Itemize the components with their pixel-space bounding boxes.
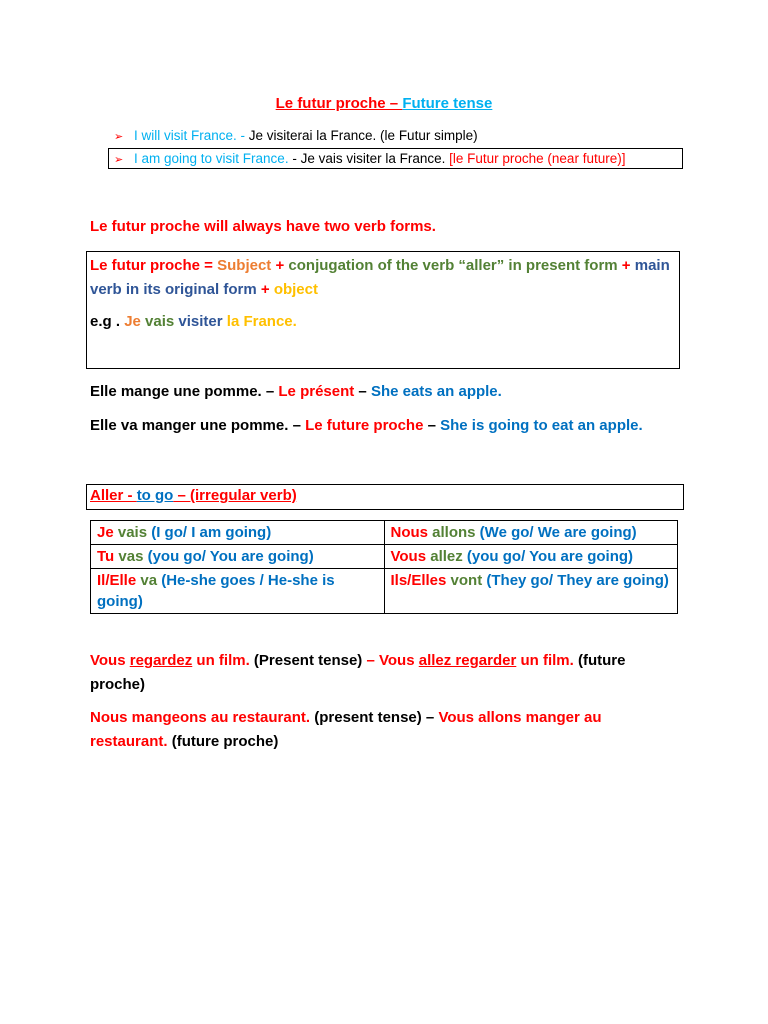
verb-form: vais	[113, 524, 148, 541]
title-english: Future tense	[402, 95, 493, 112]
translation: (They go/ They are going)	[482, 572, 669, 589]
table-cell	[384, 545, 678, 569]
example-french: Elle va manger une pomme. –	[90, 417, 306, 434]
text-segment: (future proche)	[90, 652, 626, 693]
table-cell	[384, 521, 678, 545]
text-segment: Vous	[90, 652, 130, 669]
example-nous-manger	[90, 706, 670, 754]
text-segment: Nous mangeons au restaurant.	[90, 709, 311, 726]
example-tense: Le future proche	[305, 417, 424, 434]
table-row	[91, 545, 678, 569]
aller-header	[90, 487, 297, 504]
rule-label: Le futur proche =	[90, 257, 218, 274]
example-dash: –	[423, 417, 441, 434]
bullet-english: I will visit France. -	[134, 128, 246, 143]
rule-conjugation: conjugation of the verb “aller” in present form	[288, 257, 618, 274]
bullet-item-futur-simple	[114, 128, 478, 143]
text-segment: – Vous	[366, 652, 419, 669]
rule-plus: +	[617, 257, 635, 274]
table-cell	[384, 569, 678, 614]
text-segment: (present tense) –	[310, 709, 439, 726]
bullet-french: Je visiterai la France. (le Futur simple)	[245, 128, 478, 143]
pronoun: Tu	[97, 548, 115, 565]
aller-type: – (irregular verb)	[173, 487, 297, 504]
aller-verb: Aller -	[90, 487, 137, 504]
table-row	[91, 569, 678, 614]
verb-form: va	[136, 572, 158, 589]
verb-form: allez	[426, 548, 463, 565]
text-segment: regardez	[129, 652, 193, 669]
bullet-item-futur-proche	[114, 151, 625, 166]
table-cell	[91, 521, 385, 545]
example-aller: vais	[140, 313, 175, 330]
pronoun: Vous	[390, 548, 427, 565]
conjugation-table	[90, 520, 678, 614]
text-segment: Vous allons manger au restaurant.	[90, 709, 602, 750]
example-present	[90, 383, 502, 400]
arrow-bullet-icon: ➢	[114, 131, 124, 143]
text-segment: un film.	[516, 652, 574, 669]
table-row	[91, 521, 678, 545]
rule-main-verb: main verb in its original form	[90, 257, 670, 298]
example-future	[90, 417, 643, 434]
pronoun: Il/Elle	[97, 572, 137, 589]
text-segment: un film.	[192, 652, 250, 669]
example-english: She eats an apple.	[370, 383, 502, 400]
rule-formula	[90, 254, 670, 302]
pronoun: Ils/Elles	[390, 572, 447, 589]
example-object: la France.	[226, 313, 297, 330]
arrow-bullet-icon: ➢	[114, 154, 124, 166]
example-dash: –	[354, 383, 371, 400]
rule-plus: +	[271, 257, 289, 274]
rule-subject: Subject	[217, 257, 272, 274]
bullet-french: - Je vais visiter la France.	[288, 151, 450, 166]
translation: (you go/ You are going)	[143, 548, 314, 565]
example-subject: Je	[124, 313, 141, 330]
aller-meaning: to go	[136, 487, 174, 504]
table-cell	[91, 545, 385, 569]
example-tense: Le présent	[278, 383, 355, 400]
text-segment: (future proche)	[167, 733, 279, 750]
text-segment: (Present tense)	[249, 652, 367, 669]
example-english: She is going to eat an apple.	[440, 417, 643, 434]
example-label: e.g .	[90, 313, 125, 330]
example-vous-regarder	[90, 649, 670, 697]
translation: (I go/ I am going)	[147, 524, 272, 541]
rule-example	[90, 313, 297, 330]
verb-form: allons	[428, 524, 476, 541]
pronoun: Nous	[390, 524, 428, 541]
intro-sentence: Le futur proche will always have two verb forms.	[90, 218, 436, 235]
pronoun: Je	[97, 524, 114, 541]
rule-object: object	[273, 281, 318, 298]
translation: (He-she goes / He-she is going)	[97, 572, 335, 610]
verb-form: vont	[446, 572, 483, 589]
bullet-note: [le Futur proche (near future)]	[449, 151, 626, 166]
table-cell	[91, 569, 385, 614]
example-main-verb: visiter	[174, 313, 227, 330]
page-title	[0, 95, 768, 112]
translation: (We go/ We are going)	[475, 524, 637, 541]
text-segment: allez regarder	[418, 652, 517, 669]
verb-form: vas	[114, 548, 144, 565]
translation: (you go/ You are going)	[462, 548, 634, 565]
rule-plus: +	[256, 281, 274, 298]
title-french: Le futur proche –	[275, 95, 403, 112]
example-french: Elle mange une pomme. –	[90, 383, 279, 400]
bullet-english: I am going to visit France.	[134, 151, 289, 166]
